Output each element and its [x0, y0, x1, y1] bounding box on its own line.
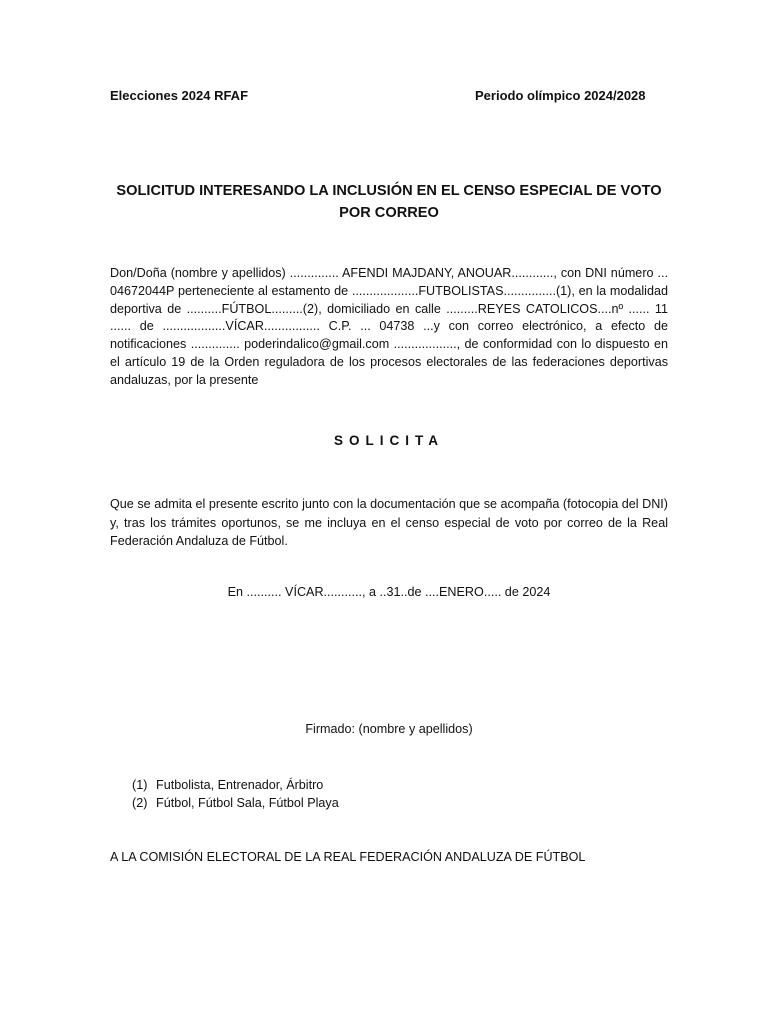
signature-line: Firmado: (nombre y apellidos)	[305, 722, 473, 736]
footnote-item	[132, 794, 339, 812]
header-election: Elecciones 2024 RFAF	[110, 88, 249, 103]
footnote-text: Futbolista, Entrenador, Árbitro	[156, 778, 324, 792]
footnote-number: (2)	[132, 796, 148, 810]
solicita-heading: SOLICITA	[334, 433, 444, 448]
footnote-text: Fútbol, Fútbol Sala, Fútbol Playa	[156, 796, 339, 810]
header-period: Periodo olímpico 2024/2028	[475, 88, 646, 103]
request-paragraph: Que se admita el presente escrito junto con la documentación que se acompaña (fotocopia del DNI) y, tras los trámites oportunos, se me incluya en el censo especial de voto por correo de la Real Federación Andaluza de Fútbol.	[110, 497, 668, 548]
document-title: SOLICITUD INTERESANDO LA INCLUSIÓN EN EL CENSO ESPECIAL DE VOTO POR CORREO	[116, 183, 662, 221]
place-date-line: En .......... VÍCAR..........., a ..31..de ....ENERO..... de 2024	[227, 585, 551, 599]
addressee-line: A LA COMISIÓN ELECTORAL DE LA REAL FEDERACIÓN ANDALUZA DE FÚTBOL	[110, 850, 586, 864]
footnote-item	[132, 776, 339, 794]
applicant-paragraph: Don/Doña (nombre y apellidos) .............. AFENDI MAJDANY, ANOUAR............, con DNI número ... 04672044P perteneciente al estamento de ...................FUTBOLISTAS...............(1), en la modalidad deportiva de ..........FÚTBOL.........(2), domiciliado en calle .........REYES CATOLICOS....nº ...... 11 ...... de ..................VÍCAR................ C.P. ... 04738 ...y con correo electrónico, a efecto de notificaciones .............. poderindalico@gmail.com .................., de conformidad con lo dispuesto en el artículo 19 de la Orden reguladora de los procesos electorales de las federaciones deportivas andaluzas, por la presente	[110, 266, 668, 387]
footnotes-list	[132, 776, 339, 812]
footnote-number: (1)	[132, 778, 148, 792]
